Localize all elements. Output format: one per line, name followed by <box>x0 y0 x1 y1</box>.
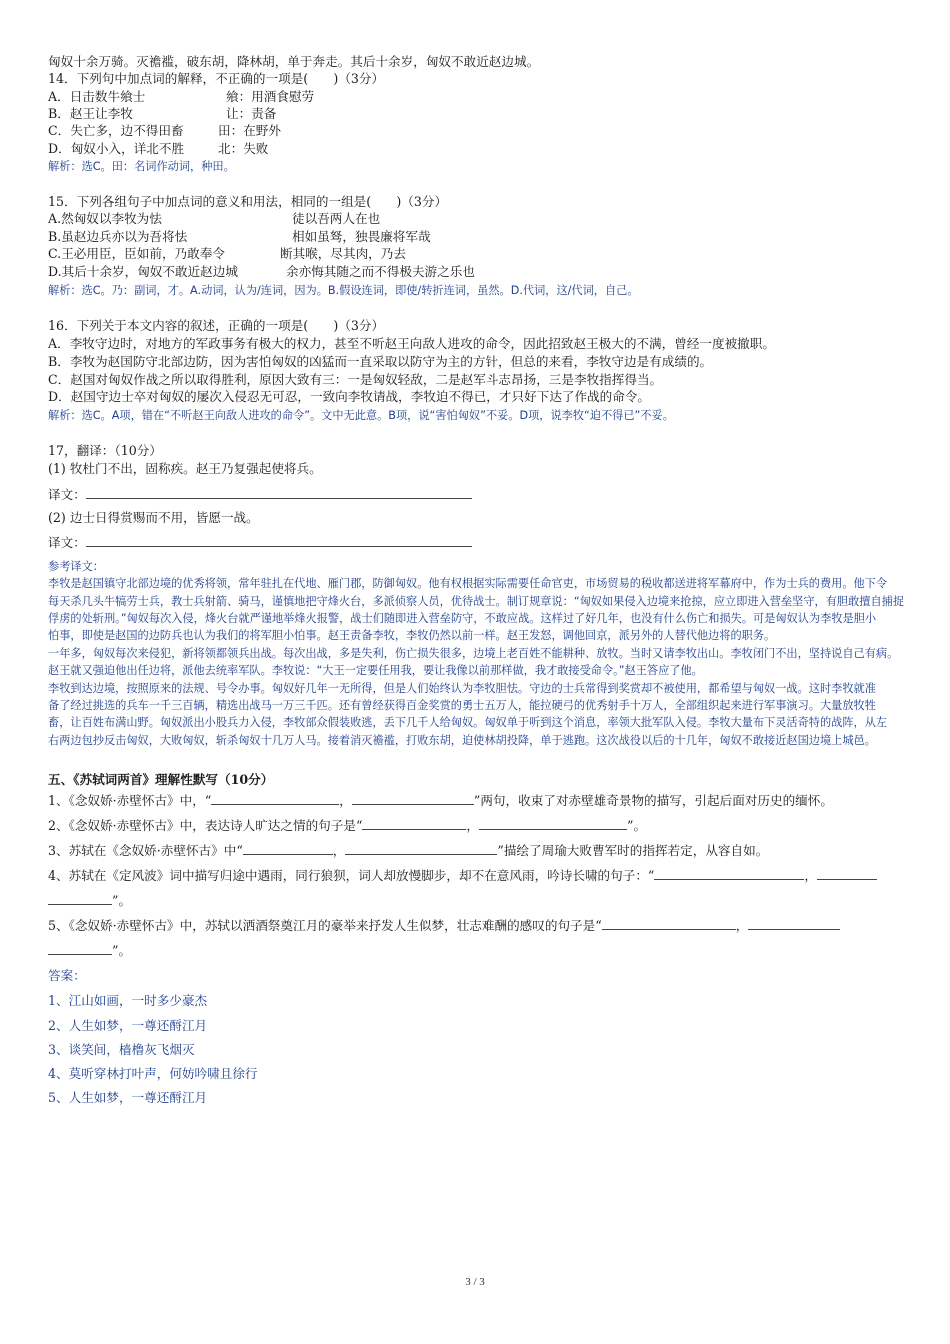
s5-question-5: 5、《念奴娇·赤壁怀古》中，苏轼以洒酒祭奠江月的豪举来抒发人生似梦，壮志难酬的感叹的句子是“ ， <box>48 918 840 934</box>
q16-analysis: 解析：选C。A项，错在“不听赵王向敌人进攻的命令”。文中无此意。B项，说“害怕匈奴”不妥。D项，说李牧“迫不得已”不妥。 <box>48 409 674 422</box>
q17-translation-2: 译文： <box>48 535 472 551</box>
reference-line: 李牧是赵国镇守北部边境的优秀将领，常年驻扎在代地、雁门郡，防御匈奴。他有权根据实际需要任命官吏，市场贸易的税收都送进将军幕府中，作为士兵的费用。他下令 <box>48 577 888 590</box>
blank[interactable] <box>748 918 840 930</box>
blank[interactable] <box>243 843 333 855</box>
blank[interactable] <box>479 818 627 830</box>
q15-option-d: D.其后十余岁，匈奴不敢近赵边城 余亦悔其随之而不得极夫游之乐也 <box>48 264 475 279</box>
q16-option-b: B．李牧为赵国防守北部边防，因为害怕匈奴的凶猛而一直采取以防守为主的方针，但总的来看，李牧守边是有成绩的。 <box>48 354 713 369</box>
q15-option-b: B.虽赵边兵亦以为吾将怯 相如虽驽，独畏廉将军哉 <box>48 229 431 244</box>
answer-item: 2、人生如梦，一尊还酹江月 <box>48 1018 208 1033</box>
q15-analysis: 解析：选C。乃：副词，才。A.动词，认为/连词，因为。B.假设连词，即使/转折连词，虽然。D.代词，这/代词，自己。 <box>48 284 639 297</box>
q15-option-a: A.然匈奴以李牧为怯 徒以吾两人在也 <box>48 211 381 226</box>
blank[interactable] <box>602 918 736 930</box>
blank[interactable] <box>48 893 112 905</box>
q16-option-a: A．李牧守边时，对地方的军政事务有极大的权力，甚至不听赵王向敌人进攻的命令，因此招致赵王极大的不满，曾经一度被撤职。 <box>48 336 775 351</box>
page-number: 3 / 3 <box>465 1276 485 1288</box>
q16-option-c: C．赵国对匈奴作战之所以取得胜利，原因大致有三：一是匈奴轻敌，二是赵军斗志昂扬，三是李牧指挥得当。 <box>48 372 663 387</box>
s5-question-4-cont: ”。 <box>48 893 131 909</box>
q15-stem: 15．下列各组句子中加点词的意义和用法，相同的一组是( )（3分） <box>48 194 448 209</box>
q16-option-d: D．赵国守边士卒对匈奴的屡次入侵忍无可忍，一致向李牧请战，李牧迫不得已，才只好下达了作战的命令。 <box>48 389 651 404</box>
q17-stem: 17，翻译：（10分） <box>48 443 162 458</box>
reference-line: 怕事，即使是赵国的边防兵也认为我们的将军胆小怕事。赵王责备李牧，李牧仍然以前一样。赵王发怒，调他回京，派另外的人替代他边将的职务。 <box>48 629 776 642</box>
q15-option-c: C.王必用臣，臣如前，乃敢奉令 断其喉，尽其肉，乃去 <box>48 246 406 261</box>
blank[interactable] <box>345 843 497 855</box>
reference-line: 畜，让百姓布满山野。匈奴派出小股兵力入侵，李牧部众假装败逃，丢下几千人给匈奴。匈奴单于听到这个消息，率领大批军队入侵。李牧大量布下灵活奇特的战阵，从左 <box>48 716 888 729</box>
blank[interactable] <box>352 793 474 805</box>
q14-option-a: A．日击数牛飨士 飨：用酒食慰劳 <box>48 89 315 104</box>
s5-question-5-cont: ”。 <box>48 943 131 959</box>
s5-question-2: 2、《念奴娇·赤壁怀古》中，表达诗人旷达之情的句子是“ ， ”。 <box>48 818 647 833</box>
blank[interactable] <box>362 818 466 830</box>
answer-item: 1、江山如画，一时多少豪杰 <box>48 993 208 1008</box>
reference-translation-label: 参考译文： <box>48 560 104 573</box>
blank[interactable] <box>654 868 804 880</box>
q16-stem: 16．下列关于本文内容的叙述，正确的一项是( )（3分） <box>48 318 385 333</box>
q14-option-c: C．失亡多，边不得田畜 田：在野外 <box>48 123 281 138</box>
answer-label: 答案： <box>48 968 86 983</box>
blank[interactable] <box>48 943 112 955</box>
translation-blank-1[interactable] <box>86 487 472 499</box>
q14-option-d: D．匈奴小入，详北不胜 北：失败 <box>48 141 269 156</box>
reference-line: 一年多，匈奴每次来侵犯，新将领都领兵出战。每次出战，多是失利，伤亡损失很多，边境上老百姓不能耕种、放牧。当时又请李牧出山。李牧闭门不出，坚持说自己有病。 <box>48 647 899 660</box>
q17-translation-1: 译文： <box>48 487 472 503</box>
q14-stem: 14．下列句中加点词的解释，不正确的一项是( )（3分） <box>48 71 385 86</box>
q14-analysis: 解析：选C。田：名词作动词，种田。 <box>48 160 235 173</box>
translation-blank-2[interactable] <box>86 535 472 547</box>
blank[interactable] <box>211 793 339 805</box>
q14-option-b: B．赵王让李牧 让：责备 <box>48 106 277 121</box>
reference-line: 赵王就又强迫他出任边将，派他去统率军队。李牧说：“大王一定要任用我，要让我像以前那样做，我才敢接受命令。”赵王答应了他。 <box>48 664 703 677</box>
passage-end-line: 匈奴十余万骑。灭襜褴，破东胡，降林胡，单于奔走。其后十余岁，匈奴不敢近赵边城。 <box>48 54 540 69</box>
s5-question-1: 1、《念奴娇·赤壁怀古》中，“ ， ”两句，收束了对赤壁雄奇景物的描写，引起后面对历史的缅怀。 <box>48 793 833 808</box>
blank[interactable] <box>817 868 877 880</box>
s5-question-4: 4、苏轼在《定风波》词中描写归途中遇雨，同行狼狈，词人却放慢脚步，却不在意风雨，吟诗长啸的句子：“ ， <box>48 868 877 884</box>
s5-question-3: 3、苏轼在《念奴娇·赤壁怀古》中“ ， ”描绘了周瑜大败曹军时的指挥若定，从容自如。 <box>48 843 769 858</box>
answer-item: 3、谈笑间，樯橹灰飞烟灭 <box>48 1042 195 1057</box>
answer-item: 5、人生如梦，一尊还酹江月 <box>48 1090 208 1105</box>
reference-line: 每天杀几头牛犒劳士兵，教士兵射箭、骑马，谨慎地把守烽火台，多派侦察人员，优待战士。制订规章说：“匈奴如果侵入边境来抢掠，应立即进入营垒坚守，有胆敢擅自捕捉 <box>48 595 905 608</box>
q17-sentence-1: (1) 牧杜门不出，固称疾。赵王乃复强起使将兵。 <box>48 461 322 476</box>
q17-sentence-2: (2) 边士日得赏赐而不用，皆愿一战。 <box>48 510 259 525</box>
reference-line: 右两边包抄反击匈奴，大败匈奴，斩杀匈奴十几万人马。接着消灭襜褴，打败东胡，迫使林胡投降，单于逃跑。这次战役以后的十几年，匈奴不敢接近赵国边境上城邑。 <box>48 734 876 747</box>
reference-line: 李牧到达边境，按照原来的法规、号令办事。匈奴好几年一无所得，但是人们始终认为李牧胆怯。守边的士兵常得到奖赏却不被使用，都希望与匈奴一战。这时李牧就准 <box>48 682 876 695</box>
reference-line: 备了经过挑选的兵车一千三百辆，精选出战马一万三千匹。还有曾经获得百金奖赏的勇士五万人，能拉硬弓的优秀射手十万人，全部组织起来进行军事演习。大量放牧牲 <box>48 699 876 712</box>
answer-item: 4、莫听穿林打叶声，何妨吟啸且徐行 <box>48 1066 258 1081</box>
section5-title: 五、《苏轼词两首》理解性默写（10分） <box>48 772 274 787</box>
reference-line: 俘虏的处斩刑。”匈奴每次入侵，烽火台就严谨地举烽火报警，战士们随即进入营垒防守，不敢应战。这样过了好几年，也没有什么伤亡和损失。可是匈奴认为李牧是胆小 <box>48 612 877 625</box>
